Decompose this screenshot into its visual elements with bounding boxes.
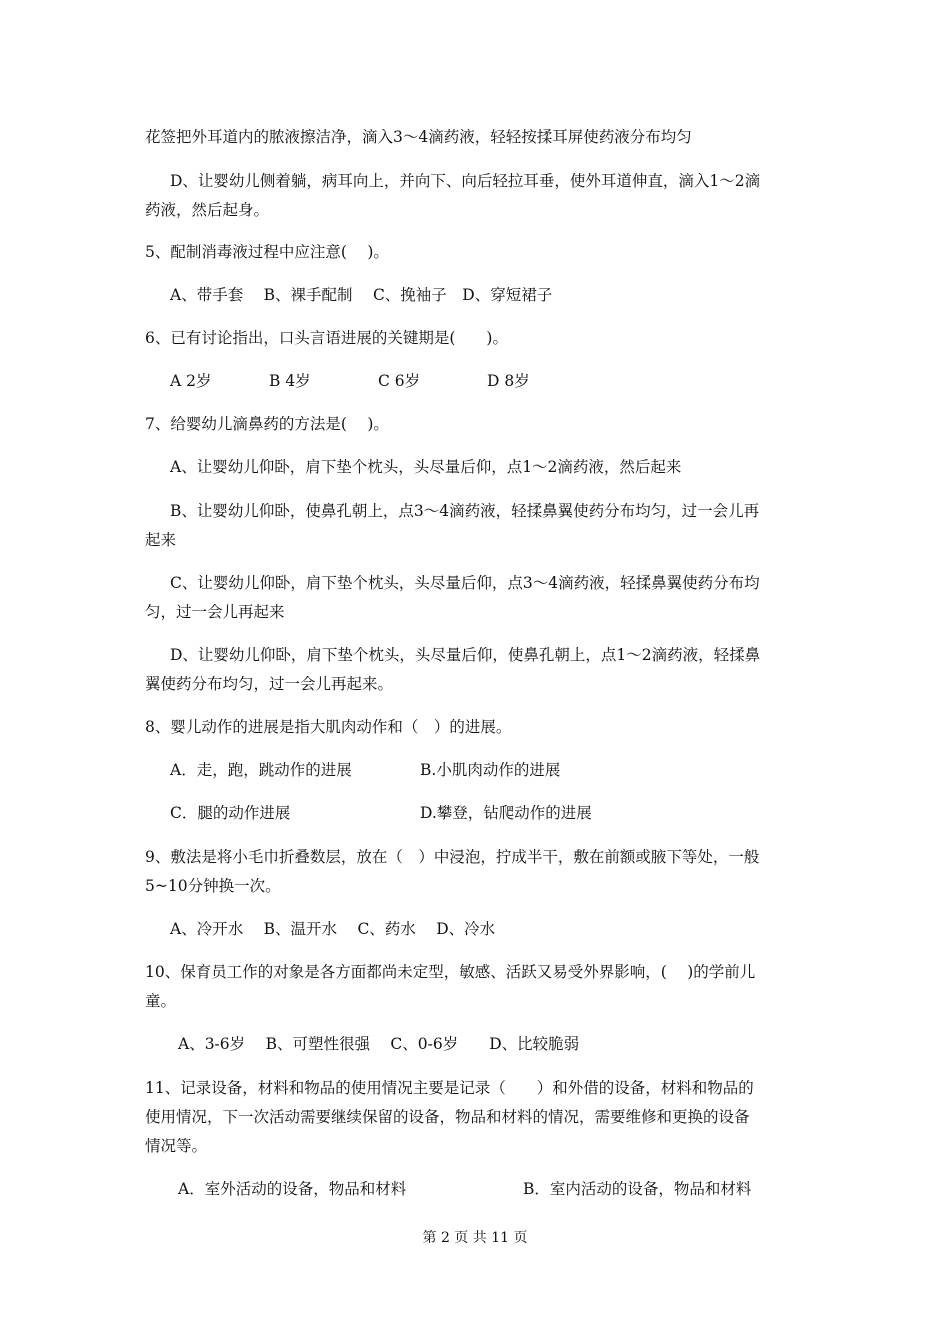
question-9: 9、敷法是将小毛巾折叠数层，放在（ ）中浸泡，拧成半干，敷在前额或腋下等处，一般 — [145, 848, 760, 866]
option-b: B.小肌肉动作的进展 — [420, 761, 561, 779]
option-c-cont: 匀，过一会儿再起来 — [145, 603, 285, 621]
option-d-cont: 翼使药分布均匀，过一会儿再起来。 — [145, 675, 394, 693]
option-b: B、让婴幼儿仰卧，使鼻孔朝上，点3～4滴药液，轻揉鼻翼使药分布均匀，过一会儿再 — [170, 502, 760, 520]
question-7: 7、给婴幼儿滴鼻药的方法是( )。 — [145, 415, 389, 433]
question-6: 6、已有讨论指出，口头言语进展的关键期是( )。 — [145, 329, 508, 347]
question-5: 5、配制消毒液过程中应注意( )。 — [145, 243, 389, 261]
page-footer: 第 2 页 共 11 页 — [422, 1230, 528, 1246]
option-d: D.攀登，钻爬动作的进展 — [420, 804, 592, 822]
option-a: A 2岁 — [170, 372, 212, 390]
question-10-cont: 童。 — [145, 992, 177, 1010]
option-a: A、让婴幼儿仰卧，肩下垫个枕头，头尽量后仰，点1～2滴药液，然后起来 — [170, 458, 682, 476]
option-a: A．室外活动的设备，物品和材料 — [178, 1180, 407, 1198]
question-8: 8、婴儿动作的进展是指大肌肉动作和（ ）的进展。 — [145, 718, 512, 736]
option-b: B．室内活动的设备，物品和材料 — [523, 1180, 752, 1198]
text-line: D、让婴幼儿侧着躺，病耳向上，并向下、向后轻拉耳垂，使外耳道伸直，滴入1～2滴 — [170, 172, 761, 190]
question-11-cont: 情况等。 — [145, 1137, 208, 1155]
option-c: C 6岁 — [378, 372, 421, 390]
text-line: 药液，然后起身。 — [145, 201, 270, 219]
option-c: C、让婴幼儿仰卧，肩下垫个枕头，头尽量后仰，点3～4滴药液，轻揉鼻翼使药分布均 — [170, 574, 760, 592]
option-a: A．走，跑，跳动作的进展 — [170, 761, 352, 779]
question-11: 11、记录设备，材料和物品的使用情况主要是记录（ ）和外借的设备，材料和物品的 — [145, 1079, 754, 1097]
option-c: C．腿的动作进展 — [170, 804, 291, 822]
question-11-cont: 使用情况，下一次活动需要继续保留的设备，物品和材料的情况，需要维修和更换的设备 — [145, 1108, 750, 1126]
option-b: B 4岁 — [269, 372, 311, 390]
option-b-cont: 起来 — [145, 531, 177, 549]
question-10: 10、保育员工作的对象是各方面都尚未定型，敏感、活跃又易受外界影响，( )的学前儿 — [145, 963, 756, 981]
option-d: D、让婴幼儿仰卧，肩下垫个枕头，头尽量后仰，使鼻孔朝上，点1～2滴药液，轻揉鼻 — [170, 646, 761, 664]
question-9-options: A、冷开水 B、温开水 C、药水 D、冷水 — [170, 920, 496, 938]
question-10-options: A、3-6岁 B、可塑性很强 C、0-6岁 D、比较脆弱 — [178, 1035, 580, 1053]
text-line: 花签把外耳道内的脓液擦洁净，滴入3～4滴药液，轻轻按揉耳屏使药液分布均匀 — [145, 128, 692, 146]
question-5-options: A、带手套 B、裸手配制 C、挽袖子 D、穿短裙子 — [170, 286, 553, 304]
question-9-cont: 5~10分钟换一次。 — [145, 877, 281, 895]
option-d: D 8岁 — [487, 372, 530, 390]
